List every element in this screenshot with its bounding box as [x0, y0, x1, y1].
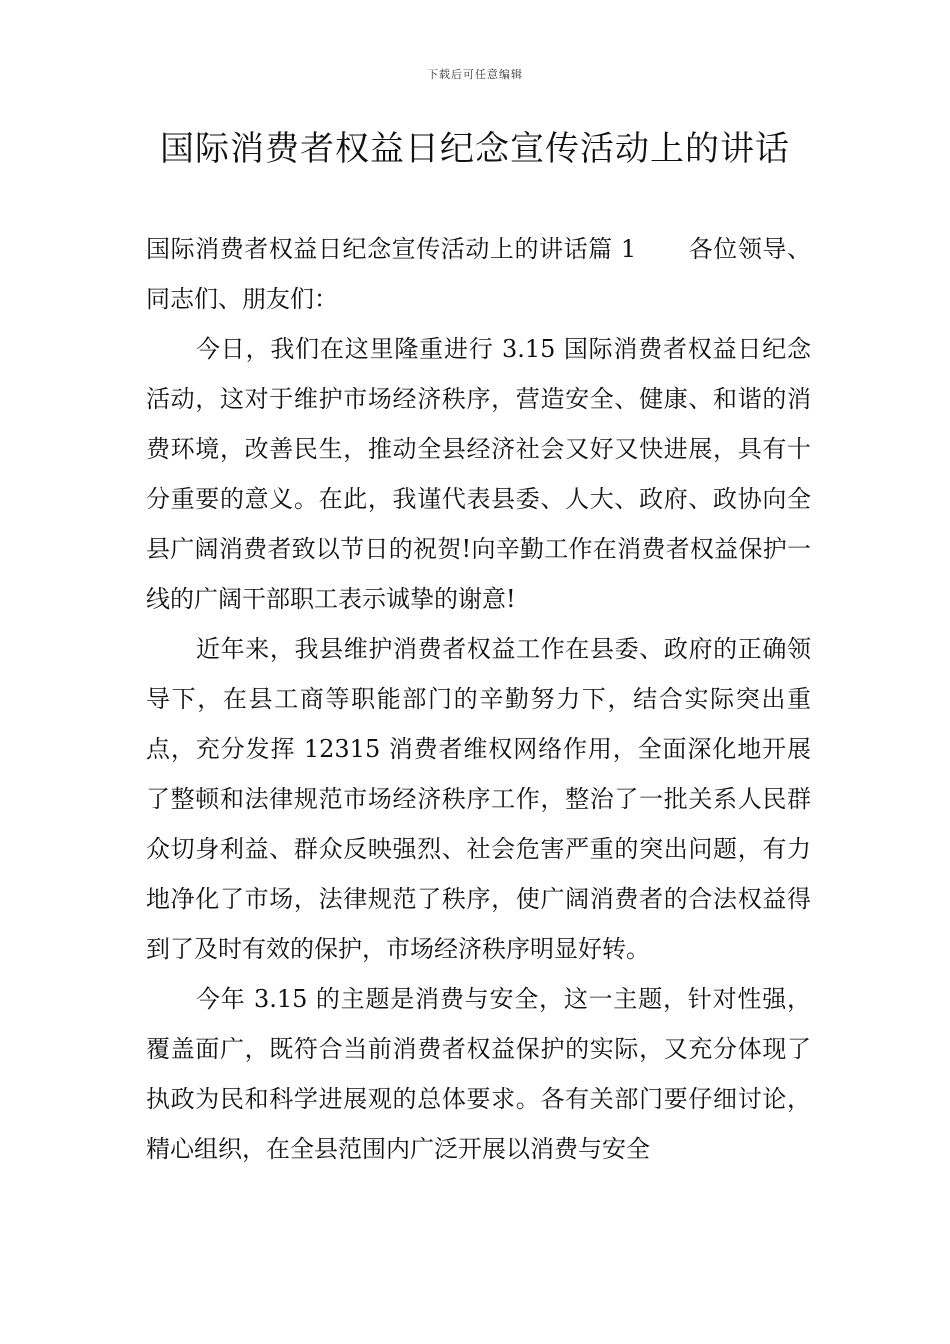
header-note: 下载后可任意编辑: [427, 68, 523, 81]
intro-paragraph: [146, 224, 811, 324]
body-paragraph-1: 今日，我们在这里隆重进行 3.15 国际消费者权益日纪念活动，这对于维护市场经济秩序，营造安全、健康、和谐的消费环境，改善民生，推动全县经济社会又好又快进展，具有十分重要的意义。在此，我谨代表县委、人大、政府、政协向全县广阔消费者致以节日的祝贺!向辛勤工作在消费者权益保护一线的广阔干部职工表示诚挚的谢意!: [146, 335, 811, 613]
salutation: 各位领导、同志们、朋友们：: [146, 235, 811, 313]
document-body: [146, 224, 811, 1174]
body-paragraph-2: 近年来，我县维护消费者权益工作在县委、政府的正确领导下，在县工商等职能部门的辛勤努力下，结合实际突出重点，充分发挥 12315 消费者维权网络作用，全面深化地开展了整顿和法律规范市场经济秩序工作，整治了一批关系人民群众切身利益、群众反映强烈、社会危害严重的突出问题，有力地净化了市场，法律规范了秩序，使广阔消费者的合法权益得到了及时有效的保护，市场经济秩序明显好转。: [146, 635, 811, 963]
document-title: 国际消费者权益日纪念宣传活动上的讲话: [160, 129, 790, 169]
body-paragraph-3: 今年 3.15 的主题是消费与安全，这一主题，针对性强，覆盖面广，既符合当前消费者权益保护的实际，又充分体现了执政为民和科学进展观的总体要求。各有关部门要仔细讨论，精心组织，在全县范围内广泛开展以消费与安全: [146, 985, 811, 1163]
intro-heading: 国际消费者权益日纪念宣传活动上的讲话篇 1: [146, 235, 637, 263]
